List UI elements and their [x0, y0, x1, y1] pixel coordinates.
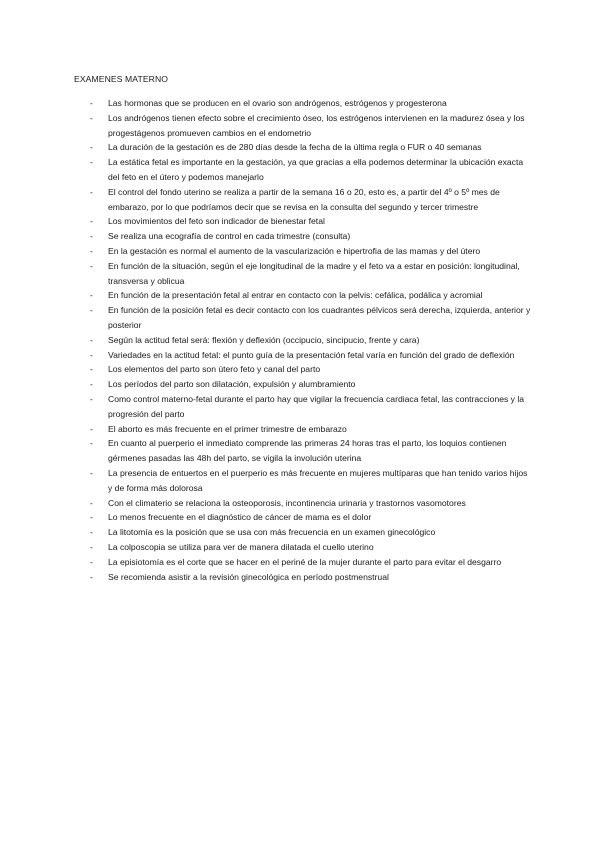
- bullet-dash: -: [90, 98, 93, 108]
- list-item: [74, 540, 534, 555]
- list-item-text: En la gestación es normal el aumento de la vascularización e hipertrofia de las mamas y del útero: [108, 245, 481, 256]
- list-item: [74, 155, 534, 185]
- list-item: [74, 496, 534, 511]
- bullet-dash: -: [90, 349, 93, 360]
- list-item: [74, 244, 534, 259]
- list-item: [74, 111, 534, 141]
- list-item: [74, 140, 534, 155]
- list-item: [74, 303, 534, 333]
- document-title: EXAMENES MATERNO: [74, 74, 169, 84]
- list-item-text: En función de la posición fetal es decir contacto con los cuadrantes pélvicos será derecha, izquierda, anterior y posterior: [108, 305, 531, 330]
- list-item: [74, 362, 534, 377]
- list-item: [74, 525, 534, 540]
- list-item: [74, 377, 534, 392]
- list-item-text: La duración de la gestación es de 280 días desde la fecha de la última regla o FUR o 40 semanas: [108, 142, 482, 153]
- list-item-text: Lo menos frecuente en el diagnóstico de cáncer de mama es el dolor: [108, 512, 372, 523]
- list-item-text: Los elementos del parto son útero feto y canal del parto: [108, 364, 321, 375]
- list-item-text: En función de la situación, según el eje longitudinal de la madre y el feto va a estar en posición: longitudinal, transversa y oblicua: [108, 260, 520, 286]
- list-item-text: Se recomienda asistir a la revisión ginecológica en período postmenstrual: [108, 571, 389, 582]
- list-item-text: En función de la presentación fetal al entrar en contacto con la pelvis: cefálica, podálica y acromial: [108, 290, 483, 301]
- bullet-dash: -: [90, 423, 93, 434]
- bullet-dash: -: [90, 290, 93, 301]
- bullet-dash: -: [90, 305, 93, 316]
- bullet-dash: -: [90, 379, 93, 390]
- list-item-text: La estática fetal es importante en la gestación, ya que gracias a ella podemos determinar la ubicación exacta del feto en el útero y podemos manejarlo: [108, 157, 524, 182]
- bullet-dash: -: [90, 245, 93, 256]
- bullet-dash: -: [90, 512, 93, 523]
- list-item-text: La litotomía es la posición que se usa con más frecuencia en un examen ginecológico: [108, 527, 436, 538]
- bullet-dash: -: [90, 157, 93, 168]
- list-item-text: En cuanto al puerperio el inmediato comprende las primeras 24 horas tras el parto, los loquios contienen gérmenes pasadas las 48h del parto, se vigila la involución uterina: [108, 438, 507, 464]
- bullet-dash: -: [90, 571, 93, 582]
- list-item: [74, 333, 534, 348]
- list-item-text: Los períodos del parto son dilatación, expulsión y alumbramiento: [108, 379, 356, 390]
- list-item: [74, 436, 534, 466]
- bullet-dash: -: [90, 556, 93, 567]
- list-item: [74, 570, 534, 585]
- bullet-dash: -: [90, 216, 93, 227]
- list-item: [74, 555, 534, 570]
- bullet-dash: -: [90, 438, 93, 449]
- bullet-dash: -: [90, 186, 93, 197]
- list-item-text: La presencia de entuertos en el puerperio es más frecuente en mujeres multíparas que han tenido varios hijos y de forma más dolorosa: [108, 467, 528, 493]
- list-item-text: Los movimientos del feto son indicador de bienestar fetal: [108, 216, 325, 227]
- list-item-text: Los andrógenos tienen efecto sobre el crecimiento óseo, los estrógenos intervienen en la madurez ósea y los progestágenos promueven cambios en el endometrio: [108, 112, 525, 138]
- bullet-dash: -: [90, 260, 93, 271]
- list-item-text: Con el climaterio se relaciona la osteoporosis, incontinencia urinaria y trastornos vasomotores: [108, 497, 466, 508]
- bullet-dash: -: [90, 541, 93, 552]
- list-item: [74, 259, 534, 289]
- list-item: [74, 348, 534, 363]
- list-item-text: Se realiza una ecografía de control en cada trimestre (consulta): [108, 231, 351, 242]
- list-item: [74, 392, 534, 422]
- list-item-text: El aborto es más frecuente en el primer trimestre de embarazo: [108, 423, 347, 434]
- bullet-dash: -: [90, 231, 93, 242]
- list-item: [74, 229, 534, 244]
- list-item: [74, 422, 534, 437]
- bullet-dash: -: [90, 364, 93, 375]
- bullet-dash: -: [90, 393, 93, 404]
- list-item-text: Según la actitud fetal será: flexión y deflexión (occipucio, sincipucio, frente y cara): [108, 334, 420, 345]
- list-item: [74, 466, 534, 496]
- bullet-dash: -: [90, 112, 93, 123]
- bullet-dash: -: [90, 527, 93, 538]
- list-item-text: Variedades en la actitud fetal: el punto guía de la presentación fetal varía en función del grado de deflexión: [108, 349, 515, 360]
- list-item: [74, 288, 534, 303]
- list-item: [74, 510, 534, 525]
- bullet-dash: -: [90, 334, 93, 345]
- list-item: [74, 96, 534, 111]
- list-item: [74, 185, 534, 215]
- list-item-text: Como control materno-fetal durante el parto hay que vigilar la frecuencia cardiaca fetal, las contracciones y la progresión del parto: [108, 393, 525, 419]
- bullet-dash: -: [90, 497, 93, 508]
- bullet-dash: -: [90, 142, 93, 153]
- list-item: [74, 214, 534, 229]
- list-item-text: La episiotomía es el corte que se hacer en el periné de la mujer durante el parto para evitar el desgarro: [108, 556, 502, 567]
- list-item-text: El control del fondo uterino se realiza a partir de la semana 16 o 20, esto es, a partir del 4º o 5º mes de embarazo, por lo que podríamos decir que se revisa en la consulta del segundo y tercer trimestre: [108, 186, 500, 212]
- bullet-dash: -: [90, 467, 93, 478]
- bullet-list: [74, 96, 534, 584]
- list-item-text: La colposcopia se utiliza para ver de manera dilatada el cuello uterino: [108, 541, 374, 552]
- list-item-text: Las hormonas que se producen en el ovario son andrógenos, estrógenos y progesterona: [108, 98, 447, 108]
